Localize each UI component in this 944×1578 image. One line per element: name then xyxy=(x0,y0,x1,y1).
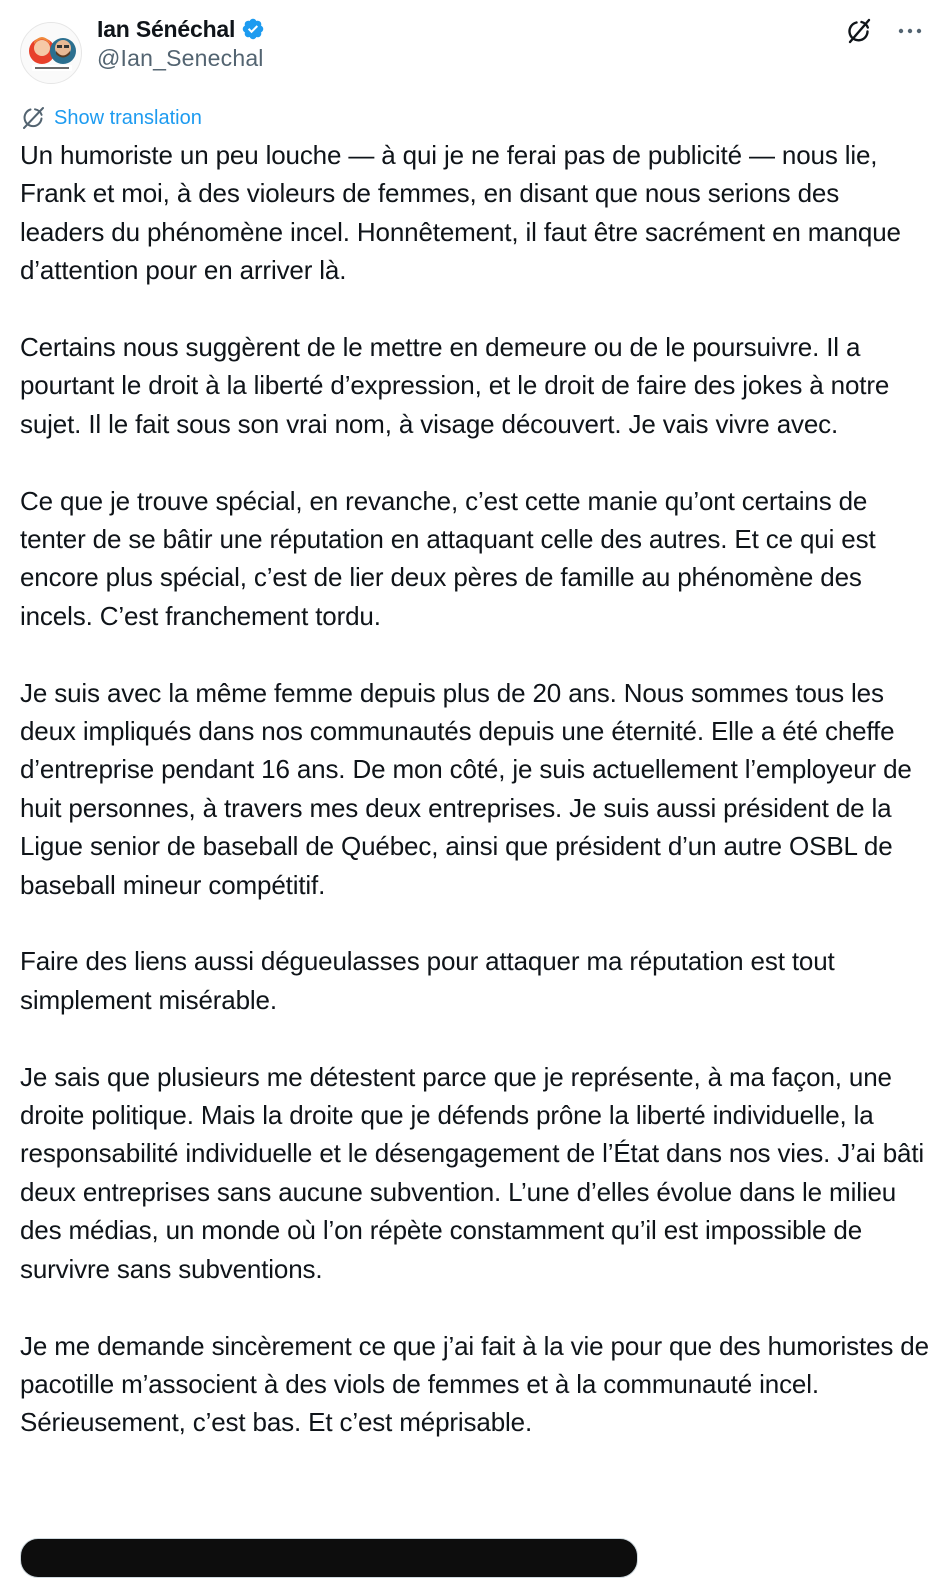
author-name[interactable]: Ian Sénéchal xyxy=(97,15,236,42)
name-row xyxy=(97,14,265,44)
tweet-text xyxy=(20,136,930,1442)
tweet-paragraph-2: Certains nous suggèrent de le mettre en demeure ou de le poursuivre. Il a pourtant le droit à la liberté d’expression, et le droit de faire des jokes à notre sujet. Il le fait sous son vrai nom, à visage découvert. Je vais vivre avec. xyxy=(20,332,890,439)
tweet-media[interactable] xyxy=(20,1538,638,1578)
tweet-top-actions xyxy=(844,16,924,46)
ian-and-frank-logo-avatar-icon xyxy=(21,23,82,84)
verified-badge-icon[interactable] xyxy=(241,17,265,41)
tweet-paragraph-1: Un humoriste un peu louche — à qui je ne ferai pas de publicité — nous lie, Frank et moi, à des violeurs de femmes, en disant que nous serions des leaders du phénomène incel. Honnêtement, il faut être sacrément en manque d’attention pour en arriver là. xyxy=(20,140,901,286)
avatar[interactable] xyxy=(20,22,82,84)
show-translation-link[interactable] xyxy=(20,104,202,132)
tweet-paragraph-6: Je sais que plusieurs me détestent parce que je représente, à ma façon, une droite politique. Mais la droite que je défends prône la liberté individuelle, la responsabilité individuelle et le désengagement de l’État dans nos vies. J’ai bâti deux entreprises sans aucune subvention. L’une d’elles évolue dans le milieu des médias, un monde où l’on répète constamment qu’il est impossible de survivre sans subventions. xyxy=(20,1061,925,1284)
more-dots-icon[interactable] xyxy=(896,17,924,45)
tweet-paragraph-3: Ce que je trouve spécial, en revanche, c’est cette manie qu’ont certains de tenter de se bâtir une réputation en attaquant celle des autres. Et ce qui est encore plus spécial, c’est de lier deux pères de famille au phénomène des incels. C’est franchement tordu. xyxy=(20,485,876,631)
author-handle[interactable]: @Ian_Senechal xyxy=(97,45,264,71)
grok-icon[interactable] xyxy=(844,16,874,46)
tweet-header xyxy=(20,14,924,76)
show-translation-label: Show translation xyxy=(54,106,202,129)
tweet-paragraph-4: Je suis avec la même femme depuis plus de 20 ans. Nous sommes tous les deux impliqués dans nos communautés depuis une éternité. Elle a été cheffe d’entreprise pendant 16 ans. De mon côté, je suis actuellement l’employeur de huit personnes, à travers mes deux entreprises. Je suis aussi président de la Ligue senior de baseball de Québec, ainsi que président d’un autre OSBL de baseball mineur compétitif. xyxy=(20,677,912,900)
tweet-paragraph-5: Faire des liens aussi dégueulasses pour attaquer ma réputation est tout simplement misérable. xyxy=(20,946,835,1015)
tweet-paragraph-7: Je me demande sincèrement ce que j’ai fait à la vie pour que des humoristes de pacotille m’associent à des viols de femmes et à la communauté incel. Sérieusement, c’est bas. Et c’est méprisable. xyxy=(20,1330,929,1438)
translate-globe-icon xyxy=(20,105,46,131)
author-block xyxy=(97,14,265,72)
